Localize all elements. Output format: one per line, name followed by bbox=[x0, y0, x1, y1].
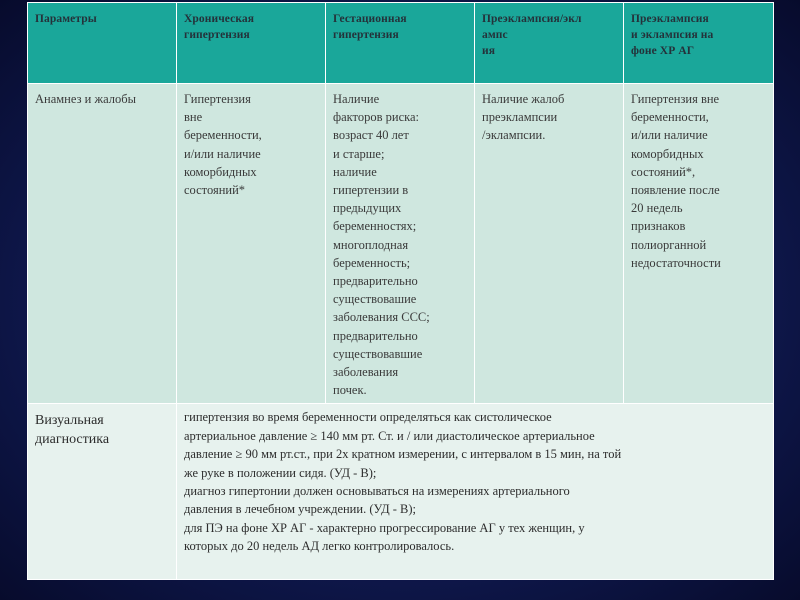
cell-text-line: 20 недель bbox=[631, 201, 683, 216]
header-label: Преэклампсия и эклампсия на фоне ХР АГ bbox=[631, 13, 714, 57]
header-cell-parameters bbox=[28, 3, 177, 84]
cell-text-line: Наличие жалоб bbox=[482, 92, 565, 106]
cell-text-line: беременности, bbox=[184, 128, 262, 143]
row-label: диагностика bbox=[35, 432, 110, 448]
cell-text-line: недостаточности bbox=[631, 255, 721, 270]
cell-text-line: предыдущих bbox=[333, 201, 402, 216]
cell-text-line: существовашие bbox=[333, 292, 417, 307]
bullet-line: для ПЭ на фоне ХР АГ - характерно прогрессирование АГ у тех женщин, у bbox=[184, 520, 585, 535]
cell-text-line: почек. bbox=[333, 383, 367, 398]
cell-text-line: артериальное давление ≥ 140 мм рт. Ст. и / или диастолическое артериальное bbox=[184, 428, 595, 443]
bullet-line: предварительно bbox=[333, 328, 418, 343]
cell-anamnesis-preeclampsia-chronic bbox=[624, 84, 774, 404]
header-label: Параметры bbox=[35, 13, 97, 25]
cell-anamnesis-gestational bbox=[326, 84, 475, 404]
cell-text-line: заболевания ССС; bbox=[333, 310, 430, 325]
cell-anamnesis-label bbox=[28, 84, 177, 404]
cell-text-line: Наличие bbox=[333, 92, 380, 106]
cell-text-line: преэклампсии bbox=[482, 110, 558, 125]
cell-text-line: факторов риска: bbox=[333, 110, 420, 125]
bullet-line: предварительно bbox=[333, 274, 418, 289]
cell-text-line: появление после bbox=[631, 183, 720, 198]
cell-text-line: полиорганной bbox=[631, 237, 707, 252]
cell-text-line: которых до 20 недель АД легко контролировалось. bbox=[184, 539, 455, 554]
cell-text-line: гипертензии в bbox=[333, 183, 409, 198]
table-row-diagnostics bbox=[28, 404, 774, 580]
cell-text-line: беременностях; bbox=[333, 219, 417, 234]
parameters-table bbox=[27, 2, 774, 580]
row-label: Визуальная bbox=[35, 413, 104, 429]
cell-text-line: заболевания bbox=[333, 365, 399, 380]
cell-text-line: признаков bbox=[631, 219, 686, 234]
row-label: Анамнез и жалобы bbox=[35, 92, 136, 106]
header-row bbox=[28, 3, 774, 84]
cell-text-line: давление ≥ 90 мм рт.ст., при 2х кратном измерении, с интервалом в 15 мин, на той bbox=[184, 447, 622, 462]
header-label: Хроническая гипертензия bbox=[184, 13, 255, 41]
cell-text-line: состояний* bbox=[184, 183, 246, 198]
cell-text-line: состояний*, bbox=[631, 164, 696, 179]
cell-anamnesis-preeclampsia bbox=[475, 84, 624, 404]
bullet-line: наличие bbox=[333, 164, 377, 179]
bullet-line: многоплодная bbox=[333, 237, 409, 252]
header-cell-preeclampsia-chronic bbox=[624, 3, 774, 84]
bullet-line: возраст 40 лет bbox=[333, 128, 409, 143]
cell-text-line: Гипертензия вне bbox=[631, 92, 720, 106]
cell-text-line: вне bbox=[184, 110, 203, 125]
cell-text-line: и/или наличие bbox=[184, 146, 261, 161]
header-label: Преэклампсия/экл ампс ия bbox=[482, 13, 582, 57]
header-label: Гестационная гипертензия bbox=[333, 13, 407, 41]
cell-text-line: беременности, bbox=[631, 110, 709, 125]
cell-text-line: коморбидных bbox=[184, 164, 257, 179]
cell-anamnesis-chronic bbox=[177, 84, 326, 404]
header-cell-preeclampsia bbox=[475, 3, 624, 84]
bullet-line: диагноз гипертонии должен основываться на измерениях артериального bbox=[184, 484, 570, 499]
header-cell-gestational-hypertension bbox=[326, 3, 475, 84]
cell-diagnostics-text bbox=[177, 404, 774, 580]
header-cell-chronic-hypertension bbox=[177, 3, 326, 84]
cell-text-line: существовавшие bbox=[333, 346, 423, 361]
cell-text-line: и/или наличие bbox=[631, 128, 708, 143]
cell-text-line: и старше; bbox=[333, 146, 385, 161]
cell-text-line: же руке в положении сидя. (УД - В); bbox=[184, 465, 377, 480]
cell-text-line: беременность; bbox=[333, 255, 411, 270]
cell-diagnostics-label bbox=[28, 404, 177, 580]
cell-text-line: коморбидных bbox=[631, 146, 704, 161]
cell-text-line: давления в лечебном учреждении. (УД - В); bbox=[184, 502, 416, 517]
table-row-anamnesis bbox=[28, 84, 774, 404]
bullet-line: гипертензия во время беременности определяться как систолическое bbox=[184, 410, 552, 425]
cell-text-line: Гипертензия bbox=[184, 92, 251, 106]
cell-text-line: /эклампсии. bbox=[482, 128, 546, 143]
